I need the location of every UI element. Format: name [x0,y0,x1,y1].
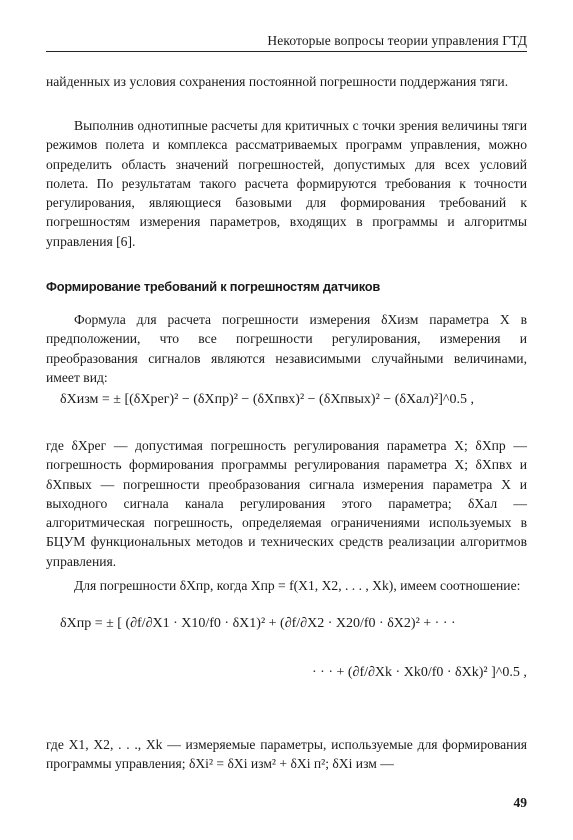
paragraph-4: где δXрег — допустимая погрешность регулирования параметра X; δXпр — погрешность формирования программы регулирования параметра X; δXпвх и δXпвых — погрешности преобразования сигнала измерения параметра X и выходного сигнала канала регулирования этого параметра; δXал — алгоритмическая погрешность, определяемая ограничениями используемых в БЦУМ функциональных методов и технических средств реализации алгоритмов управления. [46,438,527,569]
paragraph-1: найденных из условия сохранения постоянной погрешности поддержания тяги. [46,74,509,89]
paragraph-2: Выполнив однотипные расчеты для критичных с точки зрения величины тяги режимов полета и комплекса рассматриваемых программ управления, можно определить область значений погрешностей, допустимых для всех условий полета. По результатам такого расчета формируются требования к точности регулирования, являющиеся базовыми для формирования требований к погрешностям измерения параметров, входящих в программы и алгоритмы управления [6]. [46,118,527,249]
page-number: 49 [513,795,527,810]
section-heading: Формирование требований к погрешностям датчиков [46,279,381,294]
formula-2-line-1: δXпр = ± [ (∂f/∂X1 · X10/f0 · δX1)² + (∂f/∂X2 · X20/f0 · δX2)² + · · · [60,616,456,631]
paragraph-3: Формула для расчета погрешности измерения δXизм параметра X в предположении, что все погрешности регулирования, измерения и преобразования сигналов являются независимыми случайными величинами, имеет вид: [46,312,527,385]
paragraph-5: Для погрешности δXпр, когда Xпр = f(X1, X2, . . . , Xk), имеем соотношение: [74,578,521,593]
running-head: Некоторые вопросы теории управления ГТД [267,33,527,48]
header-rule [46,51,527,52]
formula-1: δXизм = ± [(δXрег)² − (δXпр)² − (δXпвх)² − (δXпвых)² − (δXал)²]^0.5 , [60,392,474,407]
formula-2-line-2: · · · + (∂f/∂Xk · Xk0/f0 · δXk)² ]^0.5 , [312,665,527,680]
paragraph-6: где X1, X2, . . ., Xk — измеряемые параметры, используемые для формирования программы управления; δXi² = δXi изм² + δXi п²; δXi изм — [46,737,527,772]
